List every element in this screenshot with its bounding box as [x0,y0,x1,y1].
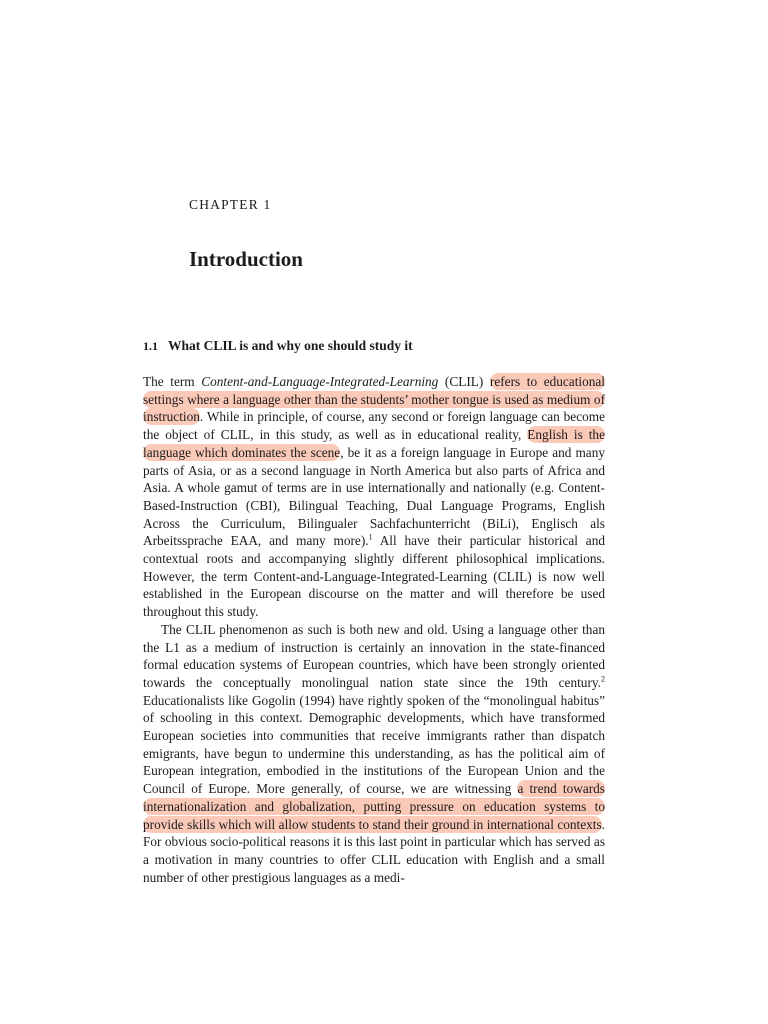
body-text [143,373,605,886]
footnote-marker-2: 2 [601,674,605,684]
p2-text-3: . For obvious socio-political reasons it is this last point in particular which has served as a motivation in many countries to offer CLIL education with English and a small number of other prestigious languages as a medi- [143,816,605,885]
p1-text-1: The term [143,374,202,389]
p1-text-4: , be it as a foreign language in Europe and many parts of Asia, or as a second language in North America but also parts of Africa and Asia. A whole gamut of terms are in use internationally and nationally (e.g. Content-Based-Instruction (CBI), Bilingual Teaching, Dual Language Programs, English Across the Curriculum, Bilingualer Sachfachunterricht (BiLi), Englisch als Arbeitssprache EAA, and many more). [143,444,606,549]
p1-text-3: . While in principle, of course, any second or foreign language can become the object of CLIL, in this study, as well as in educational reality, [143,409,605,443]
chapter-label: CHAPTER 1 [189,197,272,212]
footnote-marker-1: 1 [368,532,373,542]
p1-term: Content-and-Language-Integrated-Learning [201,374,439,389]
p1-text-5: All have their particular historical and contextual roots and accompanying slightly different philosophical implications. However, the term Content-and-Language-Integrated-Learning (CLIL) is now well established in the European discourse on the matter and will therefore be used throughout this study. [143,533,605,620]
section-title: What CLIL is and why one should study it [168,338,413,353]
p2-text-1: The CLIL phenomenon as such is both new and old. Using a language other than the L1 as a medium of instruction is certainly an innovation in the state-financed formal education systems of European countries, which have been strongly oriented towards the conceptually monolingual nation state since the 19th century. [143,621,605,690]
section-number: 1.1 [143,339,158,353]
highlight-1: refers to educational settings where a language other than the students’ mother tongue is used as medium of instruction [143,374,605,425]
highlight-2: English is the language which dominates the scene [143,427,605,460]
chapter-title: Introduction [189,247,303,271]
p1-text-2: (CLIL) [438,374,490,389]
section-heading [143,338,413,354]
paragraph-1 [143,373,605,621]
p2-text-2: Educationalists like Gogolin (1994) have rightly spoken of the “monolingual habitus” of schooling in this context. Demographic developments, which have transformed European societies into communities that receive immigrants rather than dispatch emigrants, have begun to undermine this understanding, as has the political aim of European integration, embodied in the institutions of the European Union and the Council of Europe. More generally, of course, we are witnessing [143,692,605,797]
highlight-3: a trend towards internationalization and globalization, putting pressure on education systems to provide skills which will allow students to stand their ground in international contexts [143,781,605,832]
paragraph-2 [143,621,605,887]
